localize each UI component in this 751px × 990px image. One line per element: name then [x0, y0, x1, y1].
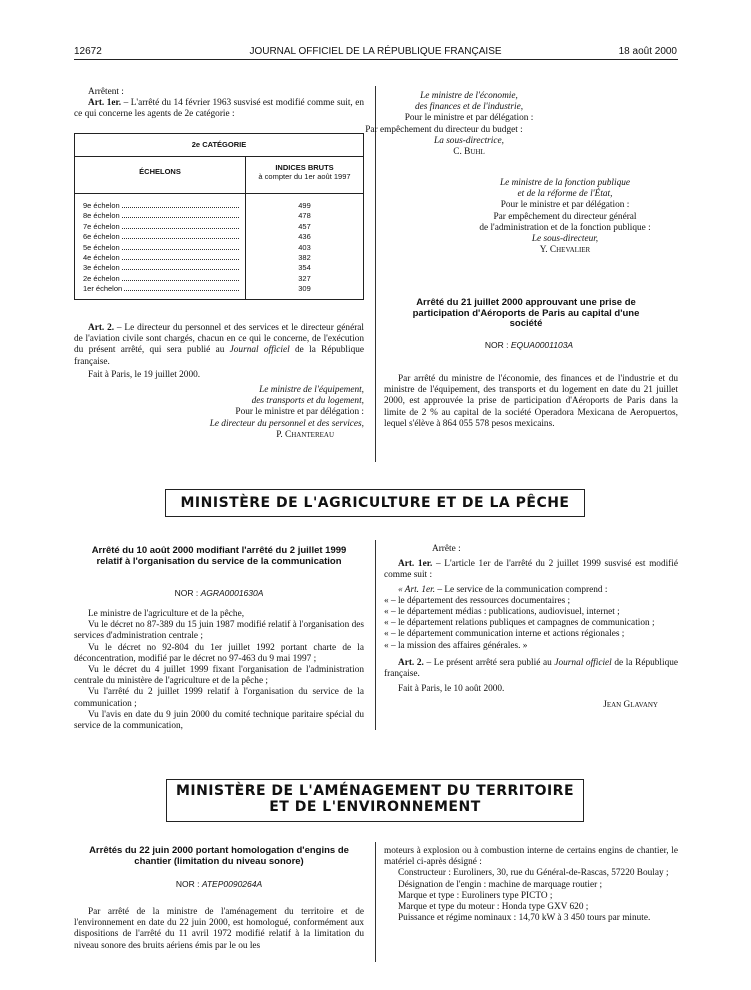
ministry-agriculture-heading: MINISTÈRE DE L'AGRICULTURE ET DE LA PÊCHE: [165, 489, 585, 517]
echelon-column: [75, 194, 246, 300]
table-cell-indice: 499: [298, 201, 311, 210]
signature-economie: Le ministre de l'économie, des finances et de l'industrie, Pour le ministre et par délégation : Par empêchement du directeur du budget : La sous-directrice, C. Buhl: [365, 91, 534, 158]
table-row-echelon: 7e échelon: [83, 222, 241, 232]
article-1: Art. 1er. – L'arrêté du 14 février 1963 susvisé est modifié comme suit, en ce qui concerne les agents de 2e catégorie :: [74, 98, 364, 120]
dot-leader: [122, 280, 239, 281]
table-cell-indice: 382: [298, 252, 311, 262]
table-row-echelon: 3e échelon: [83, 263, 241, 273]
list-item: « – le département médias : publications, audiovisuel, internet ;: [384, 607, 620, 618]
page-number: 12672: [74, 46, 102, 57]
signature-glavany: Jean Glavany: [603, 700, 658, 711]
table-row-echelon: 5e échelon: [83, 243, 241, 253]
table-row-echelon: 9e échelon: [83, 201, 241, 211]
agri-quote-intro: « Art. 1er. – Le service de la communication comprend :: [398, 584, 608, 595]
article-title-engins: Arrêtés du 22 juin 2000 portant homologation d'engins de chantier (limitation du niveau sonore): [89, 845, 349, 867]
nor-agriculture: NOR : AGRA0001630A: [174, 588, 264, 598]
table-title: 2e CATÉGORIE: [75, 134, 364, 157]
agri-article-1: Art. 1er. – L'article 1er de l'arrêté du 2 juillet 1999 susvisé est modifié comme suit :: [384, 559, 678, 581]
indice-column: [246, 194, 364, 300]
header-rule: [74, 59, 678, 60]
issue-date: 18 août 2000: [618, 46, 677, 57]
signature-fonction-publique: Le ministre de la fonction publique et de la réforme de l'État, Pour le ministre et par délégation : Par empêchement du directeur général de l'administration et de la fonction publique : Le sous-directeur, Y. Chevalier: [479, 178, 651, 256]
table-header-echelons: ÉCHELONS: [75, 157, 246, 194]
left-top-column-end: [74, 323, 364, 381]
list-item: « – le département communication interne et actions régionales ;: [384, 629, 625, 640]
table-cell-indice: 309: [298, 284, 311, 294]
agri-article-2: Art. 2. – Le présent arrêté sera publié au Journal officiel de la République française.: [384, 657, 678, 680]
table-row-echelon: 4e échelon: [83, 253, 241, 263]
body-engins-right: moteurs à explosion ou à combustion interne de certains engins de chantier, le matériel ci-après désigné : Constructeur : Euroliners, 30, rue du Général-de-Rascas, 57220 Boulay ; Désignation de l'engin : machine de marquage routier ; Marque et type : Euroliners type PICTO ; Marque et type du moteur : Honda type GXV 620 ; Puissance et régime nominaux : 14,70 kW à 3 450 tours par minute.: [384, 846, 678, 924]
list-item: « – le département relations publiques et campagnes de communication ;: [384, 618, 655, 629]
dot-leader: [122, 249, 239, 250]
list-item: « – la mission des affaires générales. »: [384, 640, 528, 651]
nor-aeroports: NOR : EQUA0001103A: [484, 340, 574, 350]
article-title-aeroports: Arrêté du 21 juillet 2000 approuvant une prise de participation d'Aéroports de Paris au capital d'une société: [412, 297, 640, 329]
left-top-column: [74, 87, 364, 121]
table-row-echelon: 1er échelon: [83, 284, 241, 294]
arretent-line: Arrêtent :: [88, 87, 124, 97]
dot-leader: [124, 290, 239, 291]
dot-leader: [122, 238, 239, 239]
column-divider-top: [375, 86, 376, 462]
table-cell-indice: 403: [298, 242, 311, 252]
fait-a-paris: Fait à Paris, le 19 juillet 2000.: [88, 369, 201, 380]
table-cell-indice: 354: [298, 263, 311, 273]
table-row-echelon: 2e échelon: [83, 274, 241, 284]
body-agriculture-articles: Arrête : Art. 1er. – L'article 1er de l'arrêté du 2 juillet 1999 susvisé est modifié comme suit : « Art. 1er. – Le service de la communication comprend : « – le département des ressources documentaires ; « – le département médias : publications, audiovisuel, internet ; « – le département relations publiques et campagnes de communication ; « – le département communication interne et actions régionales ; « – la mission des affaires générales. » Art. 2. – Le présent arrêté sera publié au Journal officiel de la République française. Fait à Paris, le 10 août 2000. Jean Glavany: [384, 544, 678, 711]
table-row-echelon: 6e échelon: [83, 232, 241, 242]
signature-equipement: Le ministre de l'équipement, des transports et du logement, Pour le ministre et par délégation : Le directeur du personnel et des services, P. Chantereau: [209, 385, 364, 440]
column-divider-bottom: [375, 842, 376, 962]
body-engins-left: Par arrêté de la ministre de l'aménagement du territoire et de l'environnement en date du 22 juin 2000, est homologué, conformément aux dispositions de l'arrêté du 11 avril 1972 modifié relatif à la limitation du niveau sonore des bruits aériens émis par le ou les: [74, 907, 364, 951]
dot-leader: [122, 259, 239, 260]
dot-leader: [122, 217, 239, 218]
article-title-agriculture: Arrêté du 10 août 2000 modifiant l'arrêté du 2 juillet 1999 relatif à l'organisation du service de la communication: [91, 545, 347, 567]
echelon-table: [74, 133, 364, 300]
table-cell-indice: 436: [298, 232, 311, 242]
dot-leader: [122, 207, 239, 208]
table-cell-indice: 327: [298, 273, 311, 283]
table-cell-indice: 478: [298, 211, 311, 221]
ministry-amenagement-heading: MINISTÈRE DE L'AMÉNAGEMENT DU TERRITOIRE ET DE L'ENVIRONNEMENT: [166, 779, 584, 822]
table-row-echelon: 8e échelon: [83, 211, 241, 221]
table-header-indices: INDICES BRUTS à compter du 1er août 1997: [246, 157, 364, 194]
dot-leader: [122, 269, 239, 270]
dot-leader: [122, 228, 239, 229]
nor-engins: NOR : ATEP0090264A: [175, 879, 263, 889]
column-divider-middle: [375, 540, 376, 730]
body-aeroports: Par arrêté du ministre de l'économie, des finances et de l'industrie et du ministre de l'équipement, des transports et du logement en date du 21 juillet 2000, est approuvée la prise de participation d'Aéroports de Paris dans la limite de 2 % au capital de la société Operadora Mexicana de Aeropuertos, lequel s'élève à 864 055 578 pesos mexicains.: [384, 374, 678, 429]
journal-title: JOURNAL OFFICIEL DE LA RÉPUBLIQUE FRANÇAISE: [249, 46, 502, 57]
body-agriculture-visas: Le ministre de l'agriculture et de la pêche, Vu le décret no 87-389 du 15 juin 1987 modifié relatif à l'organisation des services d'administration centrale ; Vu le décret no 92-804 du 1er juillet 1992 portant charte de la déconcentration, modifié par le décret no 97-463 du 9 mai 1997 ; Vu le décret du 4 juillet 1999 fixant l'organisation de l'administration centrale du ministère de l'agriculture et de la pêche ; Vu l'arrêté du 2 juillet 1999 relatif à l'organisation du service de la communication ; Vu l'avis en date du 9 juin 2000 du comité technique paritaire spécial du service de la communication,: [74, 609, 364, 732]
table-cell-indice: 457: [298, 221, 311, 231]
list-item: « – le département des ressources documentaires ;: [384, 595, 571, 606]
article-2: Art. 2. – Le directeur du personnel et des services et le directeur général de l'aviation civile sont chargés, chacun en ce qui le concerne, de l'exécution du présent arrêté, qui sera publié au Journal officiel de la République française.: [74, 323, 364, 367]
